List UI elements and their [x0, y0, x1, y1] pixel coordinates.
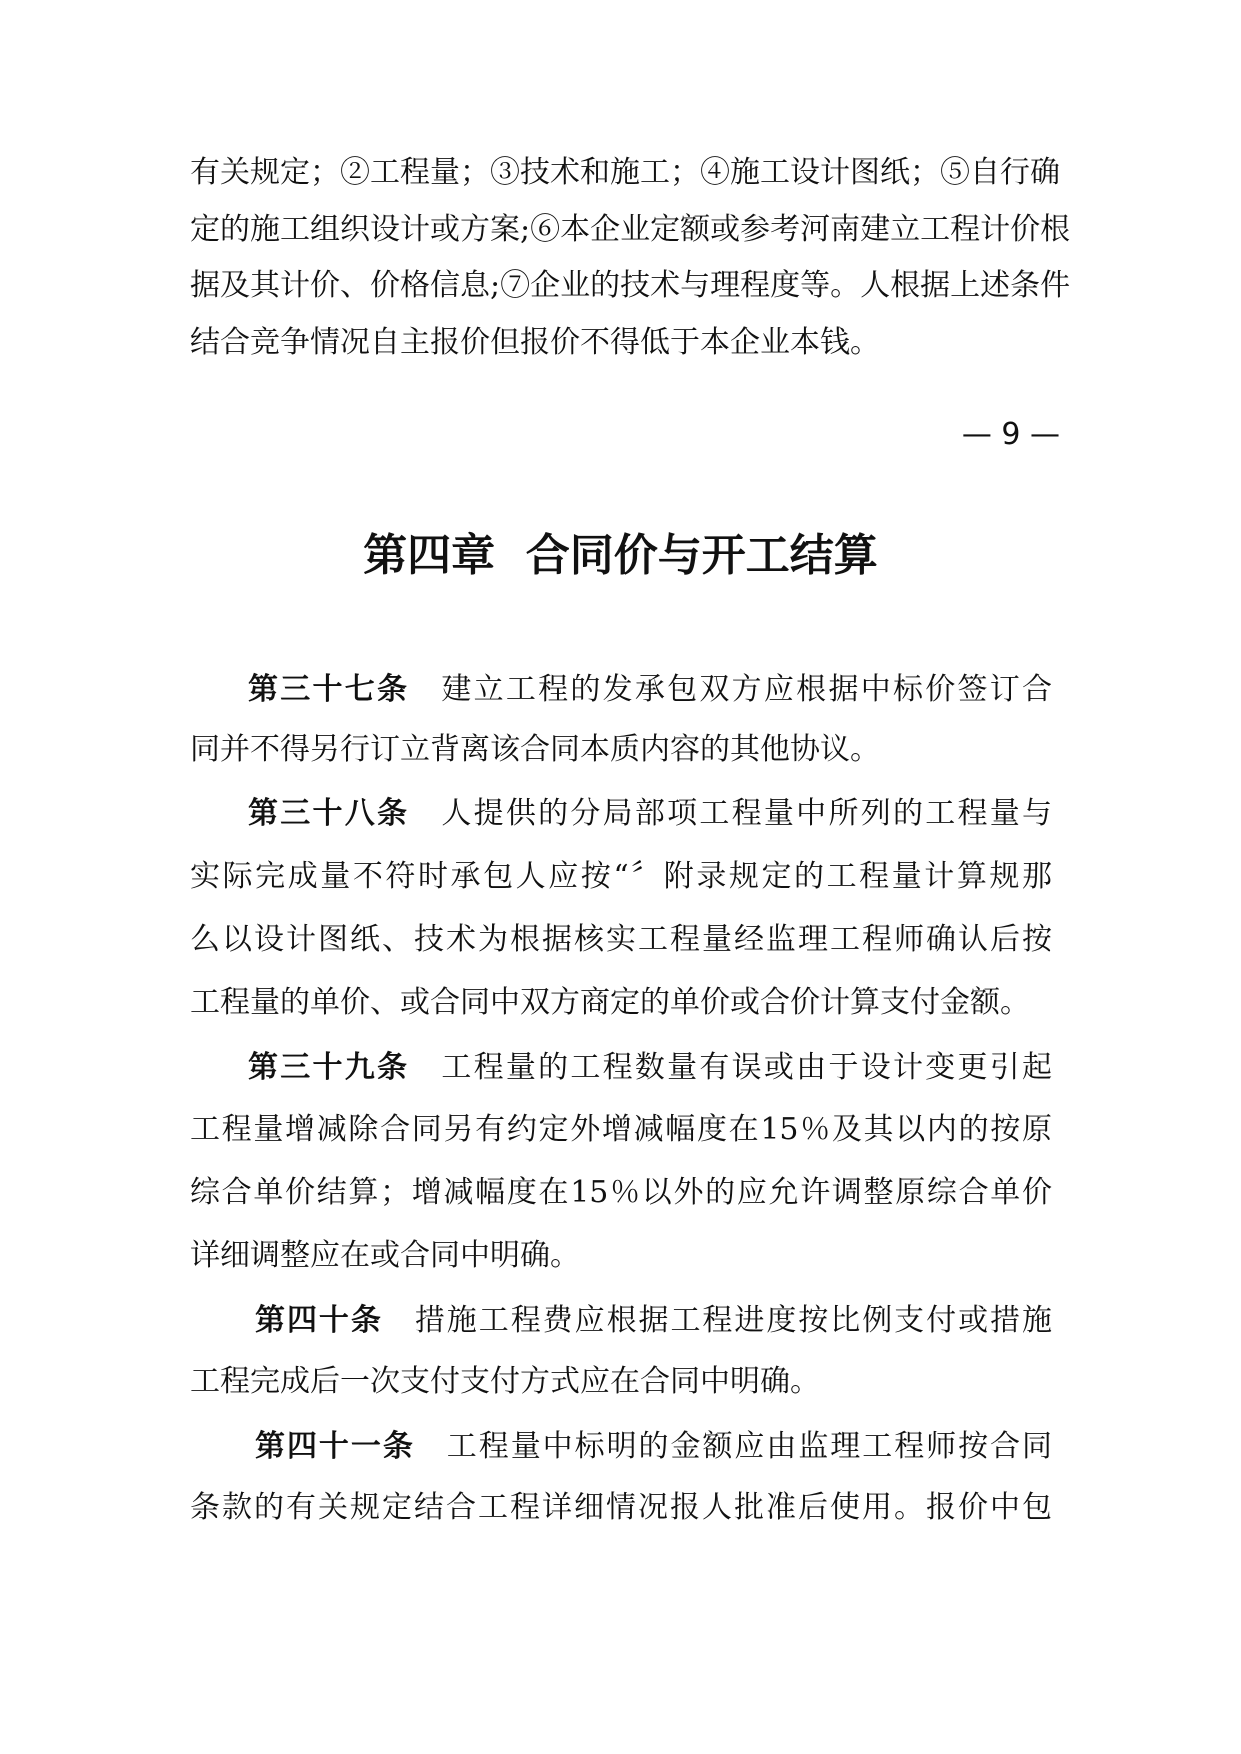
- continuation-line-1: 有关规定；②工程量；③技术和施工；④施工设计图纸；⑤自行确: [190, 155, 1060, 190]
- article-39-head: 第三十九条: [248, 1050, 410, 1085]
- article-41-text-1: 工程量中标明的金额应由监理工程师按合同: [446, 1429, 1053, 1464]
- article-38-text-1: 人提供的分局部项工程量中所列的工程量与: [441, 796, 1053, 831]
- chapter-title: 第四章 合同价与开工结算: [363, 530, 878, 581]
- article-40-line-1: [255, 1301, 1052, 1341]
- article-41-head: 第四十一条: [255, 1429, 415, 1464]
- article-39-line-3: 综合单价结算；增减幅度在15％以外的应允许调整原综合单价: [190, 1175, 1052, 1210]
- article-38-line-2: 实际完成量不符时承包人应按“〞附录规定的工程量计算规那: [190, 859, 1052, 894]
- article-39-text-1: 工程量的工程数量有误或由于设计变更引起: [441, 1050, 1053, 1085]
- continuation-line-3: 据及其计价、价格信息;⑦企业的技术与理程度等。人根据上述条件: [190, 268, 1071, 303]
- continuation-line-4: 结合竞争情况自主报价但报价不得低于本企业本钱。: [190, 325, 880, 360]
- article-40-line-2: 工程完成后一次支付支付方式应在合同中明确。: [190, 1364, 820, 1399]
- article-37-line-2: 同并不得另行订立背离该合同本质内容的其他协议。: [190, 732, 880, 767]
- article-39-line-1: [248, 1048, 1052, 1088]
- article-37-head: 第三十七条: [248, 672, 410, 707]
- article-41-line-1: [255, 1427, 1052, 1467]
- article-38-line-4: 工程量的单价、或合同中双方商定的单价或合价计算支付金额。: [190, 985, 1030, 1020]
- article-37-text-1: 建立工程的发承包双方应根据中标价签订合: [441, 672, 1053, 707]
- article-40-head: 第四十条: [255, 1303, 383, 1338]
- article-40-text-1: 措施工程费应根据工程进度按比例支付或措施: [414, 1303, 1053, 1338]
- article-39-line-4: 详细调整应在或合同中明确。: [190, 1238, 580, 1273]
- continuation-line-2: 定的施工组织设计或方案;⑥本企业定额或参考河南建立工程计价根: [190, 212, 1071, 247]
- article-38-line-3: 么以设计图纸、技术为根据核实工程量经监理工程师确认后按: [190, 922, 1052, 957]
- article-38-line-1: [248, 794, 1052, 834]
- page-number: — 9 —: [961, 417, 1060, 452]
- article-37-line-1: [248, 670, 1052, 710]
- article-41-line-2: 条款的有关规定结合工程详细情况报人批准后使用。报价中包: [190, 1490, 1052, 1525]
- article-39-line-2: 工程量增减除合同另有约定外增减幅度在15％及其以内的按原: [190, 1112, 1052, 1147]
- article-38-head: 第三十八条: [248, 796, 410, 831]
